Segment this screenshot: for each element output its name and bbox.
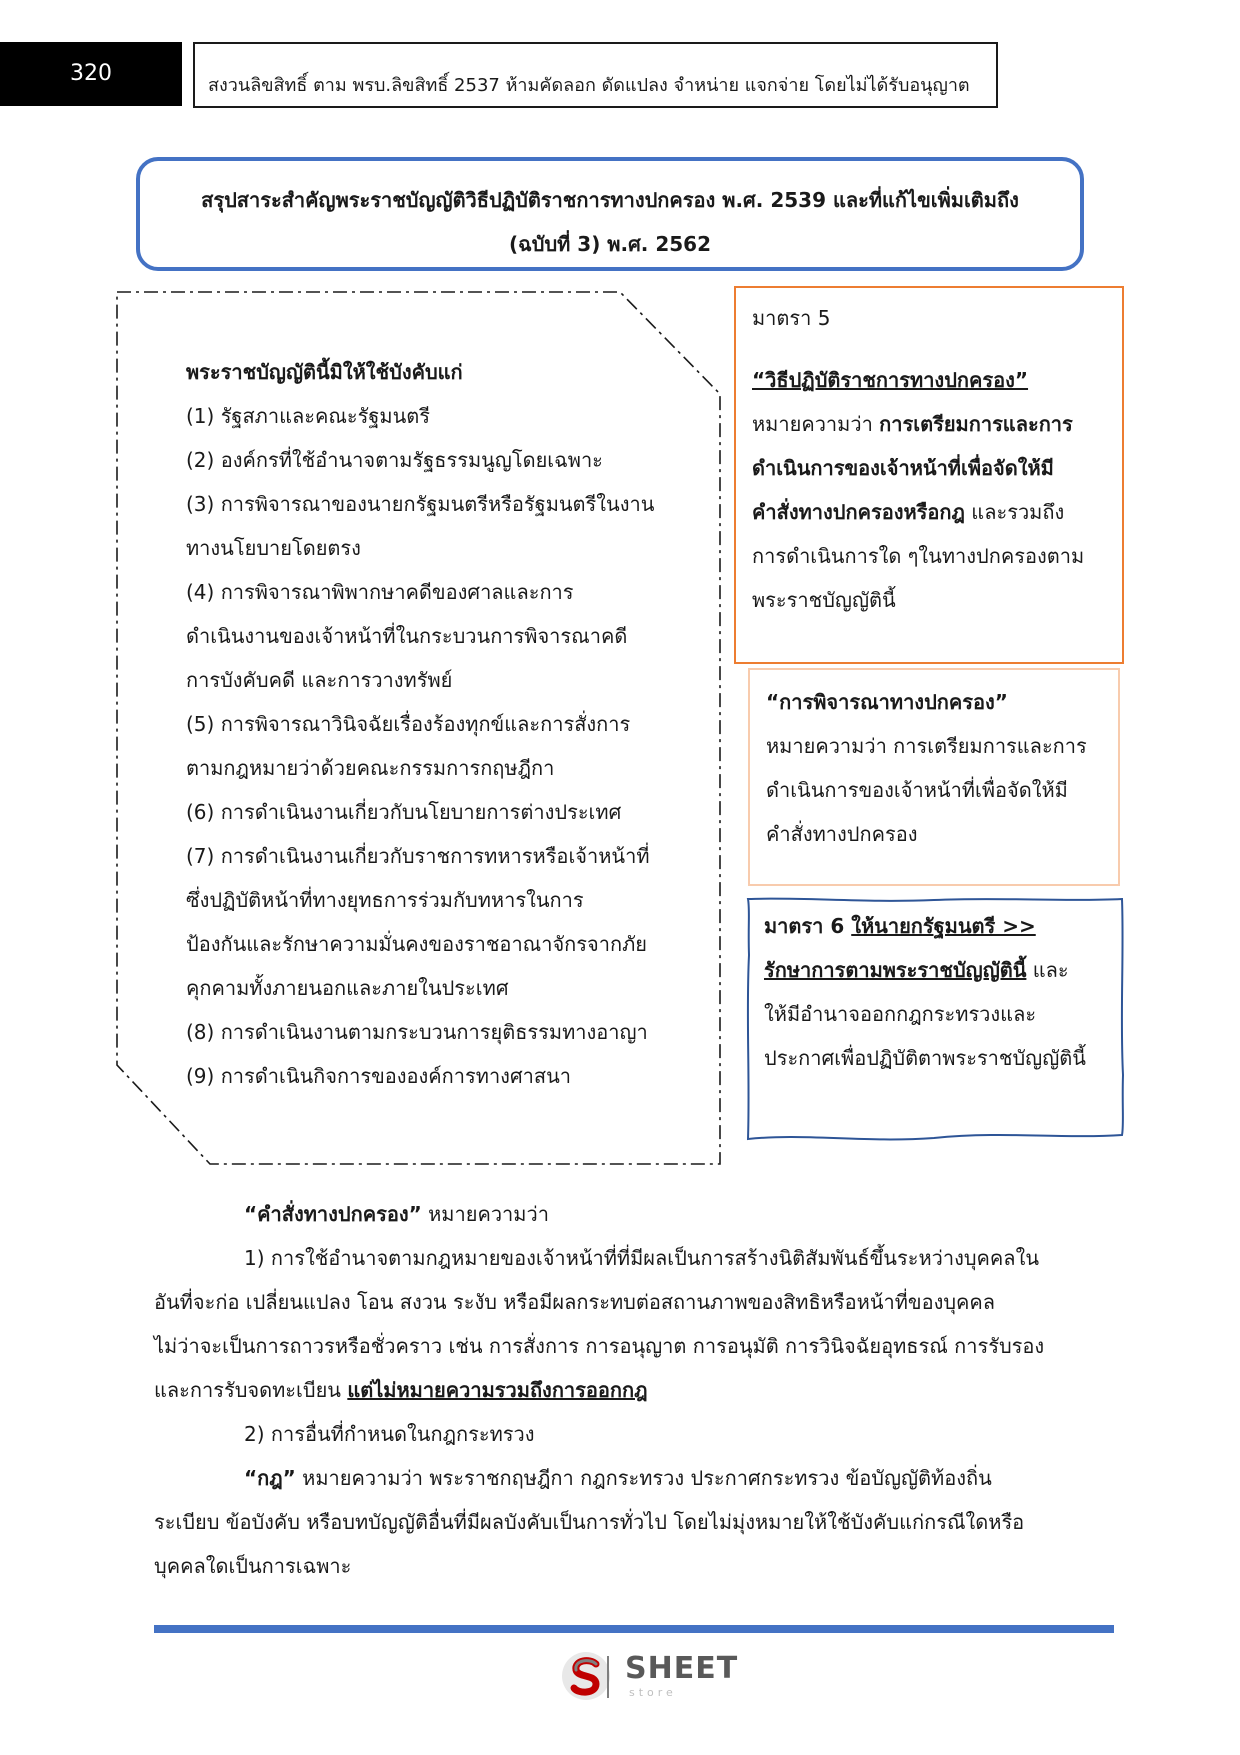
page-number: 320 [70, 61, 112, 86]
rule-def-line-3: บุคคลใดเป็นการเฉพาะ [154, 1554, 352, 1578]
def-emphasis: คำสั่งทางปกครองหรือกฎ [752, 500, 965, 524]
exemption-line: (2) องค์กรที่ใช้อำนาจตามรัฐธรรมนูญโดยเฉพาะ [186, 448, 603, 472]
order-def-item-1-line-1: 1) การใช้อำนาจตามกฎหมายของเจ้าหน้าที่ที่มีผลเป็นการสร้างนิติสัมพันธ์ขึ้นระหว่างบุคคลใน [244, 1246, 1039, 1270]
consideration-line-2: ดำเนินการของเจ้าหน้าที่เพื่อจัดให้มี [766, 778, 1068, 802]
exemption-line: (7) การดำเนินงานเกี่ยวกับราชการทหารหรือเจ้าหน้าที่ [186, 844, 650, 868]
order-def-item-1-line-4 [154, 1374, 648, 1406]
section-6-emphasis: รักษาการตามพระราชบัญญัตินี้ [764, 958, 1027, 982]
logo-subtitle: store [629, 1686, 677, 1699]
order-def-suffix: หมายความว่า [421, 1202, 549, 1226]
order-def-emphasis: แต่ไม่หมายความรวมถึงการออกกฎ [347, 1378, 648, 1402]
section-5-def-line-5: พระราชบัญญัตินี้ [752, 588, 896, 612]
section-5-def-line-4: การดำเนินการใด ๆในทางปกครองตาม [752, 544, 1085, 568]
section-5-label: มาตรา 5 [752, 306, 831, 330]
exemption-line: คุกคามทั้งภายนอกและภายในประเทศ [186, 976, 509, 1000]
section-6-text: และ [1026, 958, 1069, 982]
exemption-line: (5) การพิจารณาวินิจฉัยเรื่องร้องทุกข์และการสั่งการ [186, 712, 631, 736]
exemption-line: ซึ่งปฏิบัติหน้าที่ทางยุทธการร่วมกับทหารในการ [186, 888, 584, 912]
rule-def-line-1 [244, 1462, 992, 1494]
order-def-text: และการรับจดทะเบียน [154, 1378, 348, 1402]
exemption-line: ดำเนินงานของเจ้าหน้าที่ในกระบวนการพิจารณาคดี [186, 624, 628, 648]
section-6-line-3: ให้มีอำนาจออกกฎกระทรวงและ [764, 1002, 1037, 1026]
exemption-line: (3) การพิจารณาของนายกรัฐมนตรีหรือรัฐมนตรีในงาน [186, 492, 655, 516]
section-5-def-line-2: ดำเนินการของเจ้าหน้าที่เพื่อจัดให้มี [752, 456, 1054, 480]
section-6-label: มาตรา 6 [764, 914, 852, 938]
def-text: และรวมถึง [964, 500, 1065, 524]
consideration-term: “การพิจารณาทางปกครอง” [766, 690, 1008, 714]
order-def-item-2: 2) การอื่นที่กำหนดในกฎกระทรวง [244, 1422, 535, 1446]
document-title-line-2: (ฉบับที่ 3) พ.ศ. 2562 [508, 232, 712, 256]
section-6-line-4: ประกาศเพื่อปฏิบัติตาพระราชบัญญัตินี้ [764, 1046, 1086, 1070]
consideration-line-1: หมายความว่า การเตรียมการและการ [766, 734, 1087, 758]
order-def-heading [244, 1198, 549, 1230]
def-text: หมายความว่า [752, 412, 880, 436]
section-5-term: “วิธีปฏิบัติราชการทางปกครอง” [752, 368, 1029, 392]
def-emphasis: การเตรียมการและการ [879, 412, 1073, 436]
sheet-store-logo-icon [560, 1650, 612, 1702]
exemption-line: (4) การพิจารณาพิพากษาคดีของศาลและการ [186, 580, 574, 604]
copyright-notice: สงวนลิขสิทธิ์ ตาม พรบ.ลิขสิทธิ์ 2537 ห้ามคัดลอก ดัดแปลง จำหน่าย แจกจ่าย โดยไม่ได้รับอนุญาต [208, 75, 970, 96]
rule-def-line-2: ระเบียบ ข้อบังคับ หรือบทบัญญัติอื่นที่มีผลบังคับเป็นการทั่วไป โดยไม่มุ่งหมายให้ใช้บังคับแก่กรณีใดหรือ [154, 1510, 1025, 1534]
section-6-emphasis: ให้นายกรัฐมนตรี >> [851, 914, 1036, 938]
logo-wordmark: SHEET [625, 1651, 739, 1686]
order-def-item-1-line-3: ไม่ว่าจะเป็นการถาวรหรือชั่วคราว เช่น การสั่งการ การอนุญาต การอนุมัติ การวินิจฉัยอุทธรณ์ การรับรอง [154, 1334, 1045, 1358]
exemption-line: ตามกฎหมายว่าด้วยคณะกรรมการกฤษฎีกา [186, 756, 555, 780]
exemption-line: (8) การดำเนินงานตามกระบวนการยุติธรรมทางอาญา [186, 1020, 648, 1044]
order-def-term: “คำสั่งทางปกครอง” [244, 1202, 422, 1226]
exemption-line: ป้องกันและรักษาความมั่นคงของราชอาณาจักรจากภัย [186, 932, 647, 956]
exemption-line: (1) รัฐสภาและคณะรัฐมนตรี [186, 404, 431, 428]
exemption-line: ทางนโยบายโดยตรง [186, 536, 361, 560]
rule-def-text: หมายความว่า พระราชกฤษฎีกา กฎกระทรวง ประกาศกระทรวง ข้อบัญญัติท้องถิ่น [295, 1466, 992, 1490]
consideration-line-3: คำสั่งทางปกครอง [766, 822, 918, 846]
rule-def-term: “กฎ” [244, 1466, 296, 1490]
exemptions-heading: พระราชบัญญัตินี้มิให้ใช้บังคับแก่ [186, 360, 463, 384]
document-title-line-1: สรุปสาระสำคัญพระราชบัญญัติวิธีปฏิบัติราชการทางปกครอง พ.ศ. 2539 และที่แก้ไขเพิ่มเติมถึง [201, 188, 1019, 212]
exemption-line: (6) การดำเนินงานเกี่ยวกับนโยบายการต่างประเทศ [186, 800, 622, 824]
exemption-line: การบังคับคดี และการวางทรัพย์ [186, 668, 453, 692]
exemption-line: (9) การดำเนินกิจการขององค์การทางศาสนา [186, 1064, 571, 1088]
section-5-def-line-3 [752, 496, 1064, 528]
order-def-item-1-line-2: อันที่จะก่อ เปลี่ยนแปลง โอน สงวน ระงับ หรือมีผลกระทบต่อสถานภาพของสิทธิหรือหน้าที่ของบุคคล [154, 1290, 996, 1314]
section-6-line-1 [764, 910, 1036, 942]
section-5-def-line-1 [752, 408, 1073, 440]
footer-rule [154, 1625, 1114, 1633]
section-6-line-2 [764, 954, 1069, 986]
